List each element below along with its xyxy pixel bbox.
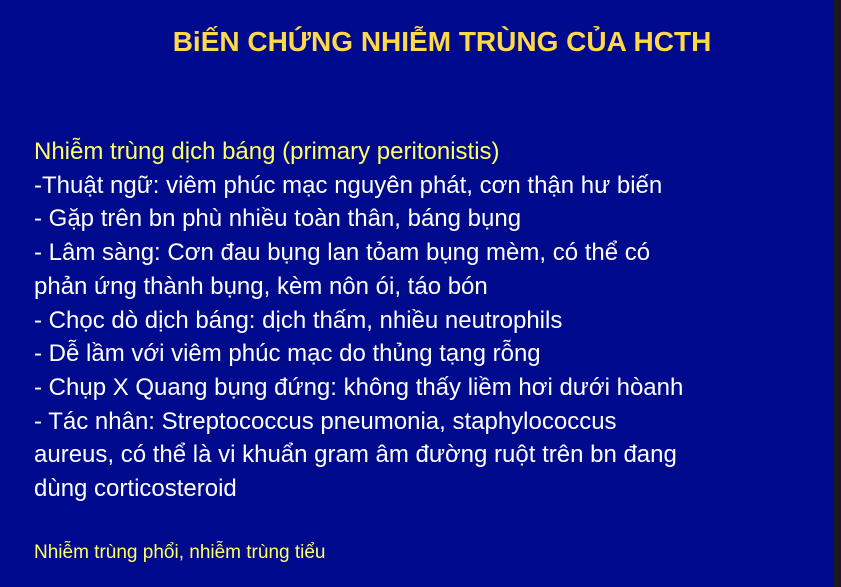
bullet-clinical-cont: phản ứng thành bụng, kèm nôn ói, táo bón	[34, 272, 488, 300]
bullet-agents-cont: aureus, có thể là vi khuẩn gram âm đường ruột trên bn đang	[34, 441, 677, 469]
slide-footer-note: Nhiễm trùng phổi, nhiễm trùng tiểu	[34, 542, 326, 563]
bullet-xray: - Chụp X Quang bụng đứng: không thấy liềm hơi dưới hòanh	[34, 373, 684, 401]
bullet-agents-cont-2: dùng corticosteroid	[34, 475, 237, 503]
slide-content	[34, 135, 824, 506]
window-edge	[834, 0, 841, 587]
bullet-terminology: -Thuật ngữ: viêm phúc mạc nguyên phát, cơn thận hư biến	[34, 171, 663, 199]
section-subheading: Nhiễm trùng dịch báng (primary peritonistis)	[34, 138, 500, 165]
bullet-occurrence: - Gặp trên bn phù nhiều toàn thân, báng bụng	[34, 205, 522, 233]
slide-title: BiẾN CHỨNG NHIỄM TRÙNG CỦA HCTH	[172, 26, 712, 57]
bullet-agents: - Tác nhân: Streptococcus pneumonia, staphylococcus	[34, 407, 617, 435]
bullet-clinical: - Lâm sàng: Cơn đau bụng lan tỏam bụng mèm, có thể có	[34, 239, 651, 267]
bullet-paracentesis: - Chọc dò dịch báng: dịch thấm, nhiều neutrophils	[34, 306, 563, 334]
bullet-differential: - Dễ lầm với viêm phúc mạc do thủng tạng rỗng	[34, 340, 541, 368]
